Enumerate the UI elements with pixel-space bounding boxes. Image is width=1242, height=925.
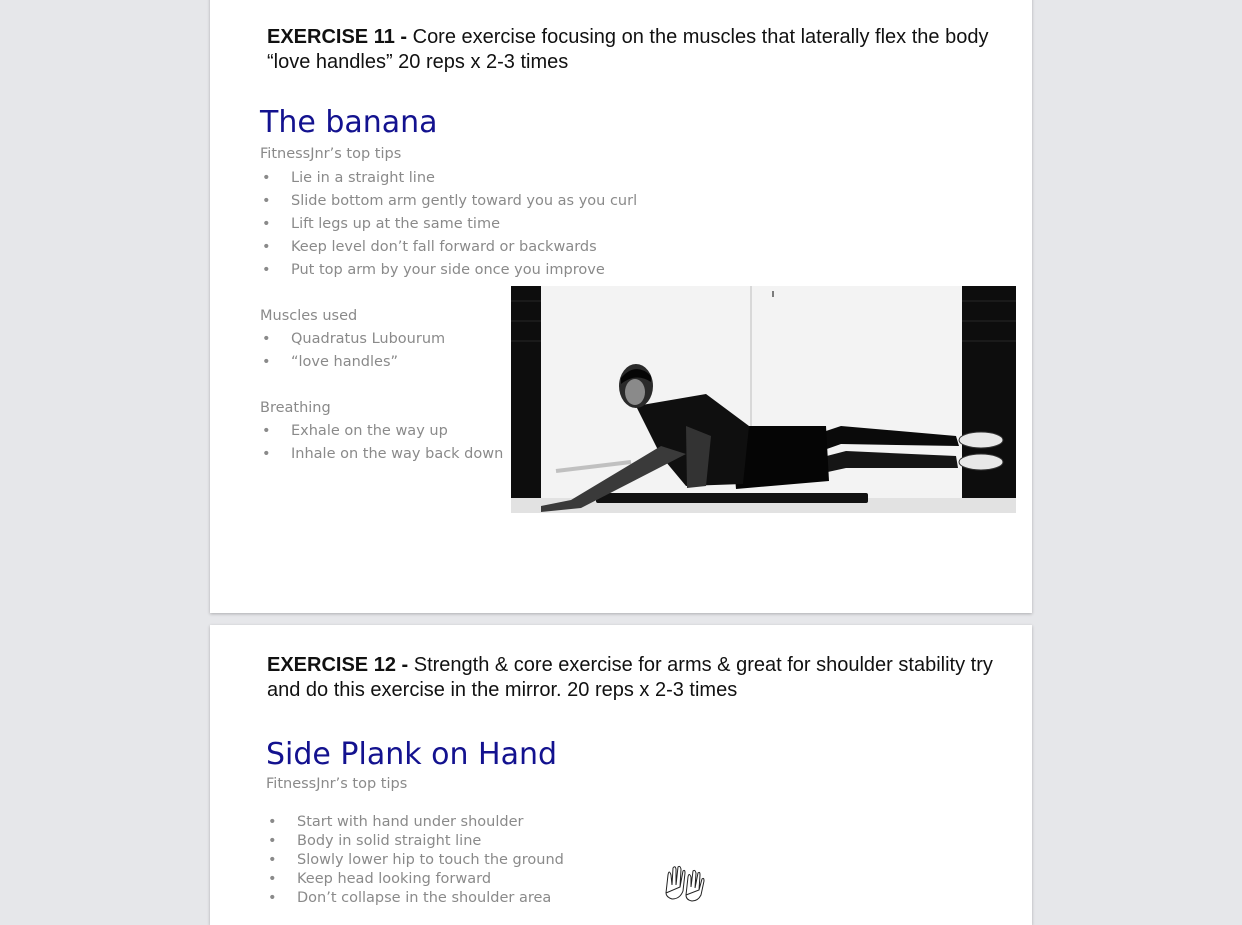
document-page-2 <box>210 625 1032 925</box>
exercise-11-heading <box>267 25 1007 75</box>
list-item: • Start with hand under shoulder <box>266 813 564 832</box>
exercise-12-title: Side Plank on Hand <box>266 737 558 772</box>
exercise-12-tips-list <box>266 813 564 908</box>
exercise-11-title: The banana <box>260 105 438 140</box>
list-item: • Quadratus Lubourum <box>260 328 445 351</box>
list-item: • Slowly lower hip to touch the ground <box>266 851 564 870</box>
list-item: • Lift legs up at the same time <box>260 213 637 236</box>
muscles-list <box>260 328 445 374</box>
exercise-12-description: Strength & core exercise for arms & great for shoulder stability try and do this exercise in the mirror. 20 reps x 2-3 times <box>267 654 993 701</box>
list-item: • Lie in a straight line <box>260 167 637 190</box>
exercise-11-description: Core exercise focusing on the muscles that laterally flex the body “love handles” 20 reps x 2-3 times <box>267 26 989 73</box>
breathing-list <box>260 420 503 466</box>
breathing-label: Breathing <box>260 400 331 416</box>
exercise-11-number: EXERCISE 11 - <box>267 26 408 48</box>
muscles-used-label: Muscles used <box>260 308 358 324</box>
exercise-12-heading <box>267 653 1007 703</box>
list-item: • Exhale on the way up <box>260 420 503 443</box>
list-item: • Slide bottom arm gently toward you as you curl <box>260 190 637 213</box>
list-item: • “love handles” <box>260 351 445 374</box>
hand-sketch-icon <box>662 863 706 908</box>
list-item: • Put top arm by your side once you improve <box>260 259 637 282</box>
exercise-11-tips-list <box>260 167 637 282</box>
exercise-11-tips-label: FitnessJnr’s top tips <box>260 146 402 162</box>
exercise-12-number: EXERCISE 12 - <box>267 654 409 676</box>
list-item: • Inhale on the way back down <box>260 443 503 466</box>
list-item: • Keep level don’t fall forward or backwards <box>260 236 637 259</box>
list-item: • Keep head looking forward <box>266 870 564 889</box>
list-item: • Body in solid straight line <box>266 832 564 851</box>
exercise-photo <box>511 286 1016 513</box>
list-item: • Don’t collapse in the shoulder area <box>266 889 564 908</box>
document-page-1 <box>210 0 1032 613</box>
exercise-12-tips-label: FitnessJnr’s top tips <box>266 776 408 792</box>
